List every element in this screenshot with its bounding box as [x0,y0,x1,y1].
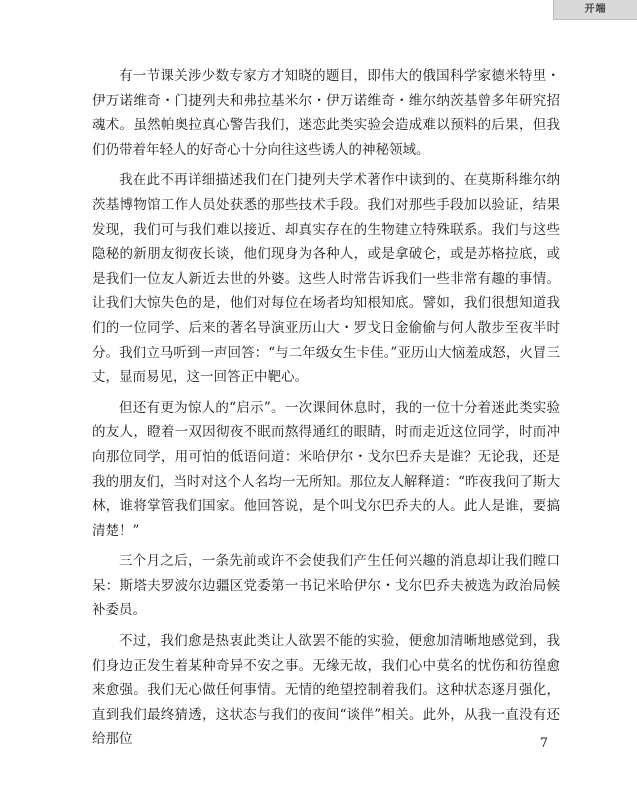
body-text [92,64,560,758]
paragraph-5: 不过，我们愈是热衷此类让人欲罢不能的实验，便愈加清晰地感觉到，我们身边正发生着某种奇异不安之事。无缘无故，我们心中莫名的忧伤和彷徨愈来愈强。我们无心做任何事情。无情的绝望控制着我们。这种状态逐月强化，直到我们最终猜透，这状态与我们的夜间“谈伴”相关。此外，从我一直没有还给那位 [92,633,560,748]
paragraph-3: 但还有更为惊人的“启示”。一次课间休息时，我的一位十分着迷此类实验的友人，瞪着一双因彻夜不眠而熬得通红的眼睛，时而走近这位同学，时而冲向那位同学，用可怕的低语问道：米哈伊尔・戈尔巴乔夫是谁？无论我，还是我的朋友们，当时对这个人名均一无所知。那位友人解释道：“昨夜我问了斯大林，谁将掌管我们国家。他回答说，是个叫戈尔巴乔夫的人。此人是谁，要搞清楚！” [92,399,560,539]
section-header-tab: 开端 [553,0,637,20]
paragraph-4: 三个月之后，一条先前或许不会使我们产生任何兴趣的消息却让我们瞠口呆：斯塔夫罗波尔边疆区党委第一书记米哈伊尔・戈尔巴乔夫被选为政治局候补委员。 [92,553,560,619]
page-number: 7 [539,736,548,751]
paragraph-2: 我在此不再详细描述我们在门捷列夫学术著作中读到的、在莫斯科维尔纳茨基博物馆工作人员处获悉的那些技术手段。我们对那些手段加以验证，结果发现，我们可与我们难以接近、却真实存在的生物建立特殊联系。我们与这些隐秘的新朋友彻夜长谈，他们现身为各种人，或是拿破仑，或是苏格拉底，或是我们一位友人新近去世的外婆。这些人时常告诉我们一些非常有趣的事情。让我们大惊失色的是，他们对每位在场者均知根知底。譬如，我们很想知道我们的一位同学、后来的著名导演亚历山大・罗戈日金偷偷与何人散步至夜半时分。我们立马听到一声回答：“与二年级女生卡佳。”亚历山大恼羞成怒，火冒三丈，显而易见，这一回答正中靶心。 [92,172,560,386]
paragraph-1: 有一节课关涉少数专家方才知晓的题目，即伟大的俄国科学家德米特里・伊万诺维奇・门捷列夫和弗拉基米尔・伊万诺维奇・维尔纳茨基曾多年研究招魂术。虽然帕奥拉真心警告我们，迷恋此类实验会造成难以预料的后果，但我们仍带着年轻人的好奇心十分向往这些诱人的神秘领域。 [92,68,560,158]
